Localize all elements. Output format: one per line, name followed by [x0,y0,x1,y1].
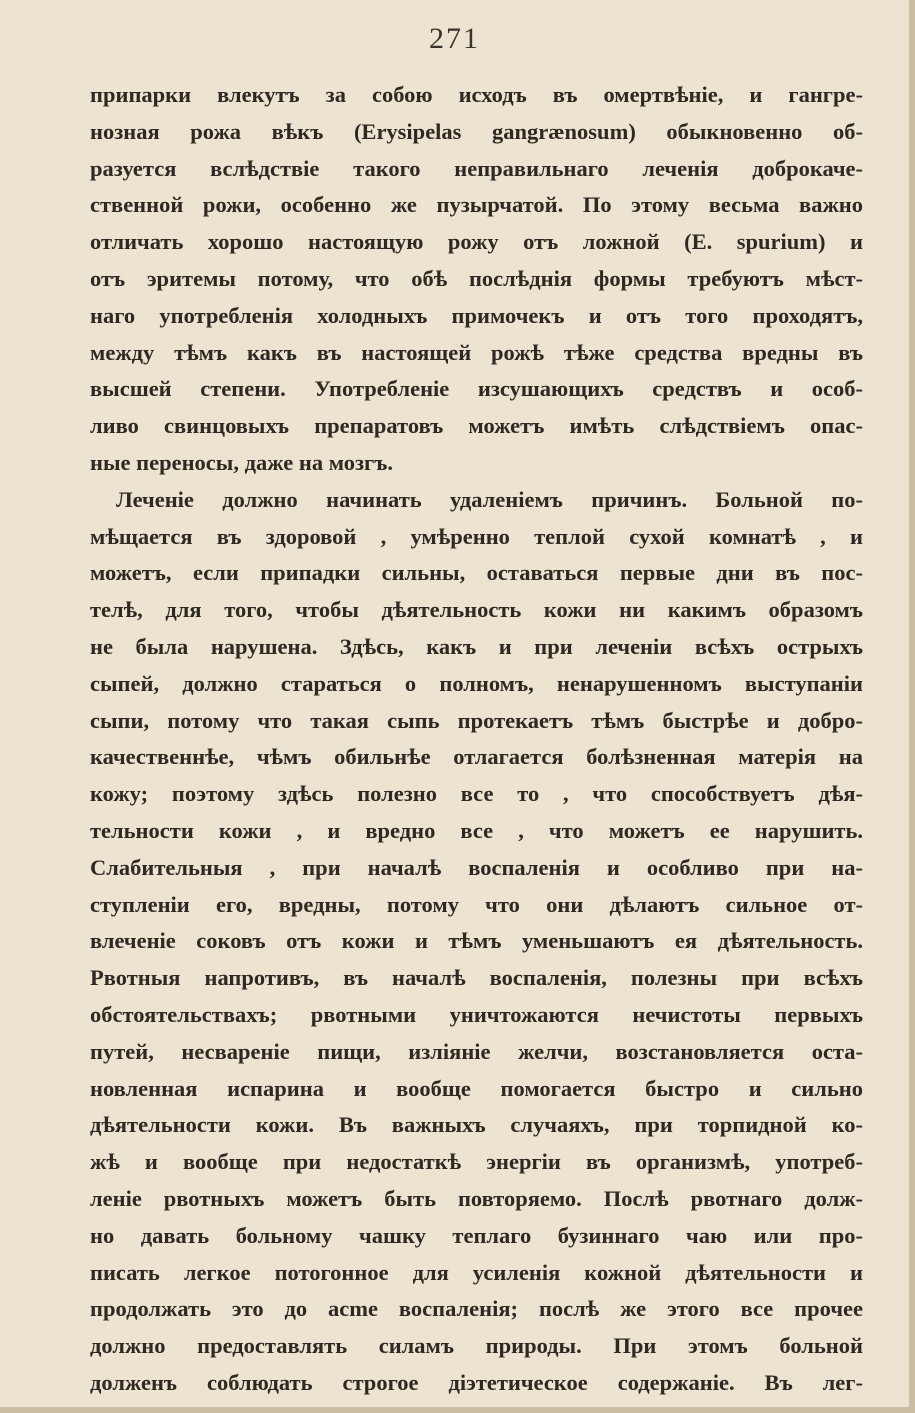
text-line: Леченіе должно начинать удаленіемъ причинъ. Больной по- [116,486,863,512]
body-text [90,77,863,1402]
text-line: влеченіе соковъ отъ кожи и тѣмъ уменьшаютъ ея дѣятельность. [90,928,863,954]
text-line: отличать хорошо настоящую рожу отъ ложной (E. spurium) и [90,229,863,255]
text-line: долженъ соблюдать строгое діэтетическое содержаніе. Въ лег- [90,1369,863,1395]
text-line: можетъ, если припадки сильны, оставаться первые дни въ пос- [90,560,863,586]
text-line: но давать больному чашку теплаго бузиннаго чаю или про- [90,1222,863,1248]
text-line: кожу; поэтому здѣсь полезно все то , что способствуетъ дѣя- [90,781,863,807]
text-line: должно предоставлять силамъ природы. При этомъ больной [90,1333,863,1359]
text-line: телѣ, для того, чтобы дѣятельность кожи ни какимъ образомъ [90,597,863,623]
text-line: дѣятельности кожи. Въ важныхъ случаяхъ, при торпидной ко- [90,1112,863,1138]
text-line: путей, несвареніе пищи, изліяніе желчи, возстановляется оста- [90,1038,863,1064]
text-line: высшей степени. Употребленіе изсушающихъ средствъ и особ- [90,376,863,402]
text-line: обстоятельствахъ; рвотными уничтожаются нечистоты первыхъ [90,1001,863,1027]
text-line: не была нарушена. Здѣсь, какъ и при леченіи всѣхъ острыхъ [90,633,863,659]
text-line: между тѣмъ какъ въ настоящей рожѣ тѣже средства вредны въ [90,339,863,365]
text-line: качественнѣе, чѣмъ обильнѣе отлагается болѣзненная матерія на [90,744,863,770]
text-line: ступленіи его, вредны, потому что они дѣлаютъ сильное от- [90,891,863,917]
text-line: писать легкое потогонное для усиленія кожной дѣятельности и [90,1259,863,1285]
text-line: сыпей, должно стараться о полномъ, ненарушенномъ выступаніи [90,670,863,696]
text-line: ные переносы, даже на мозгъ. [90,449,393,475]
text-line: наго употребленія холодныхъ примочекъ и отъ того проходятъ, [90,302,863,328]
text-line: отъ эритемы потому, что обѣ послѣднія формы требуютъ мѣст- [90,265,863,291]
text-line: разуется вслѣдствіе такого неправильнаго леченія доброкаче- [90,155,863,181]
text-line: припарки влекутъ за собою исходъ въ омертвѣніе, и гангре- [90,82,863,107]
text-line: Рвотныя напротивъ, въ началѣ воспаленія, полезны при всѣхъ [90,965,863,991]
text-line: леніе рвотныхъ можетъ быть повторяемо. Послѣ рвотнаго долж- [90,1185,863,1211]
text-line: сыпи, потому что такая сыпь протекаетъ тѣмъ быстрѣе и добро- [90,707,863,733]
text-line: Слабительныя , при началѣ воспаленія и особливо при на- [90,854,863,880]
text-line: нозная рожа вѣкъ (Erysipelas gangrænosum) обыкновенно об- [90,118,863,144]
text-line: ственной рожи, особенно же пузырчатой. По этому весьма важно [90,192,863,218]
text-line: новленная испарина и вообще помогается быстро и сильно [90,1075,863,1101]
text-line: жѣ и вообще при недостаткѣ энергіи въ организмѣ, употреб- [90,1149,863,1175]
text-line: мѣщается въ здоровой , умѣренно теплой сухой комнатѣ , и [90,523,863,549]
text-line: ливо свинцовыхъ препаратовъ можетъ имѣть слѣдствіемъ опас- [90,413,863,439]
page-number: 271 [429,22,480,55]
text-line: продолжать это до acme воспаленія; послѣ же этого все прочее [90,1296,863,1322]
text-line: тельности кожи , и вредно все , что можетъ ее нарушить. [90,817,863,843]
